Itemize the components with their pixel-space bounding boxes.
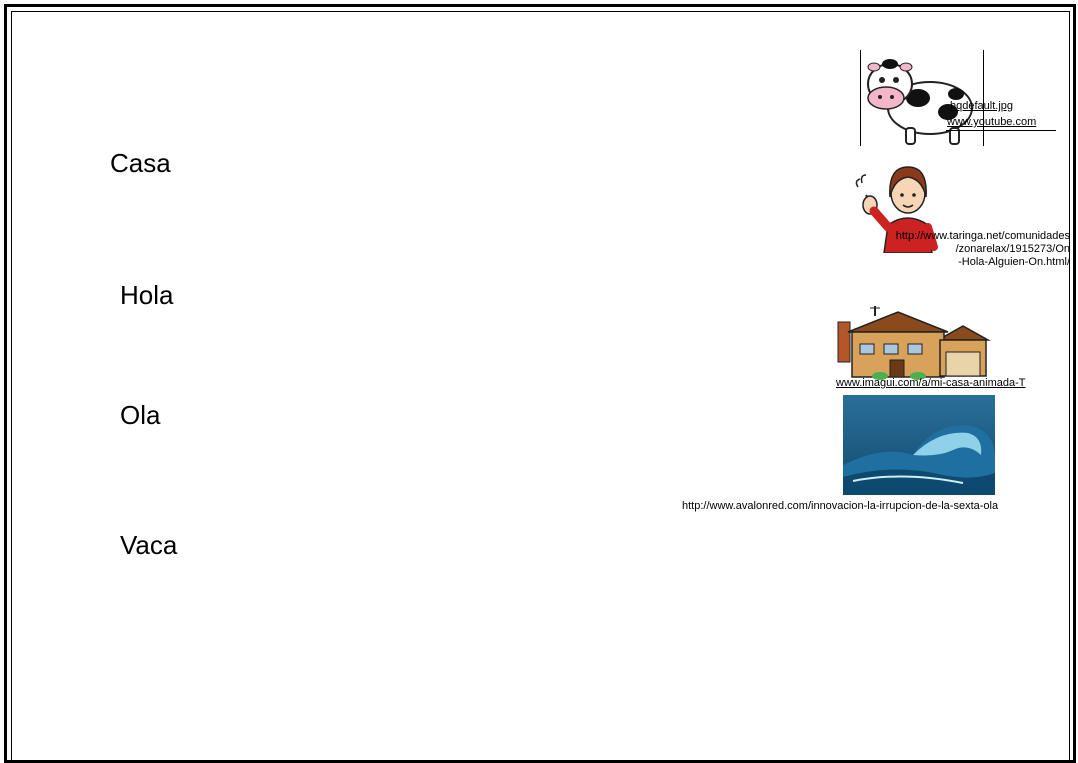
girl-caption-line-3: -Hola-Alguien-On.html/ bbox=[958, 256, 1070, 268]
girl-caption-line-2: /zonarelax/1915273/On bbox=[955, 243, 1070, 255]
word-casa: Casa bbox=[110, 148, 171, 178]
cow-source-filename[interactable]: hqdefault.jpg bbox=[950, 100, 1013, 112]
house-source-link[interactable]: www.imagui.com/a/mi-casa-animada-T bbox=[836, 377, 1026, 389]
wave-source-caption: http://www.avalonred.com/innovacion-la-irrupcion-de-la-sexta-ola bbox=[682, 500, 999, 512]
cow-caption-underline bbox=[946, 130, 1056, 131]
cow-icon bbox=[860, 50, 984, 146]
word-hola: Hola bbox=[120, 280, 174, 310]
word-vaca: Vaca bbox=[120, 530, 178, 560]
girl-source-caption bbox=[820, 230, 1070, 269]
girl-caption-line-1: http://www.taringa.net/comunidades bbox=[895, 230, 1070, 242]
word-ola: Ola bbox=[120, 400, 161, 430]
ocean-wave-icon bbox=[843, 395, 995, 495]
house-icon bbox=[828, 302, 993, 384]
cow-source-link[interactable]: www.youtube.com bbox=[947, 116, 1037, 128]
